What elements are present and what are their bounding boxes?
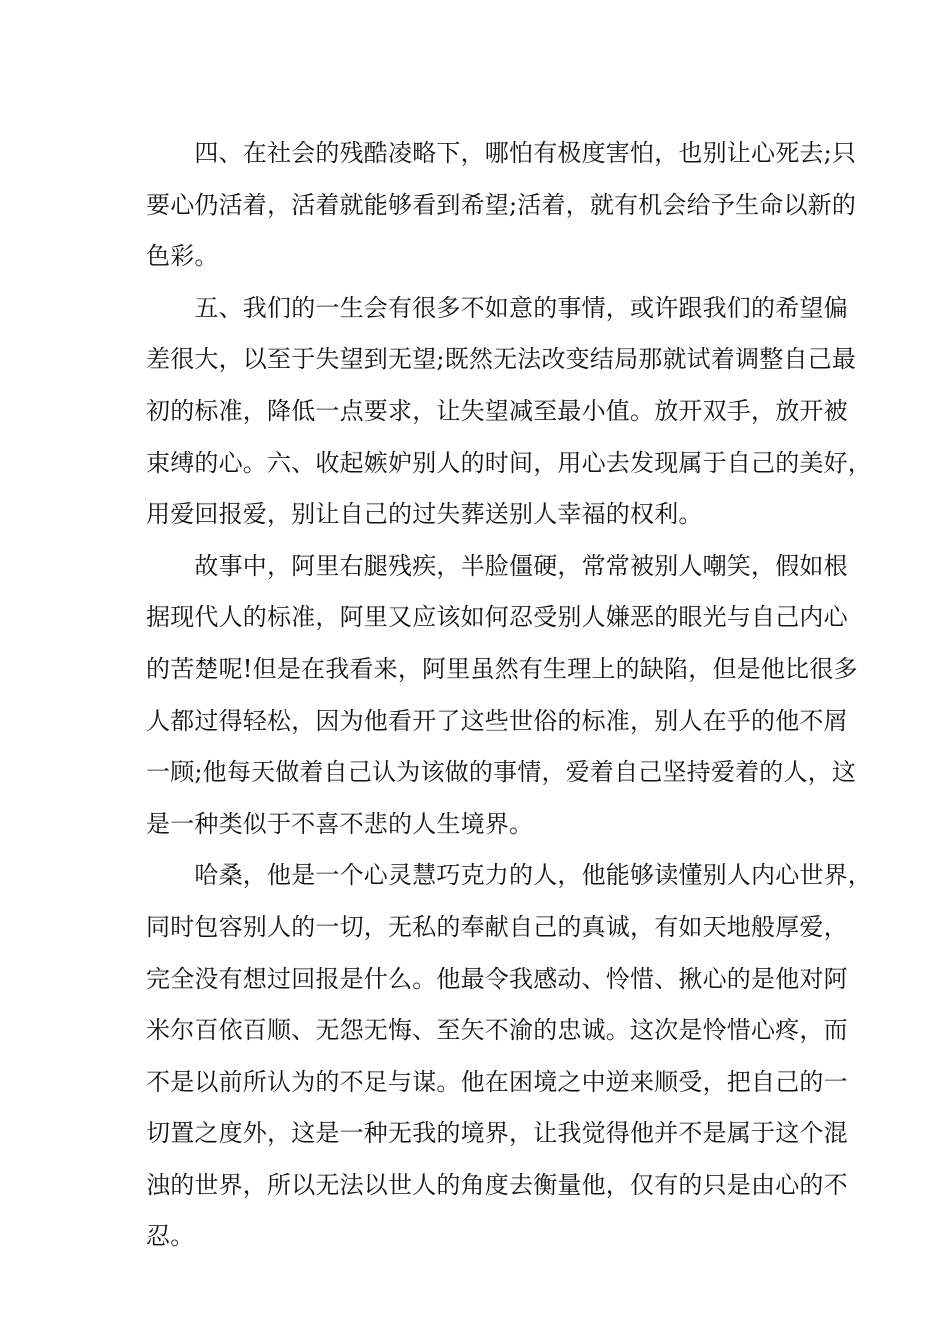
paragraph-hassan	[146, 850, 872, 1263]
text-line: 完全没有想过回报是什么。他最令我感动、怜惜、揪心的是他对阿	[146, 964, 848, 993]
text-line: 四、在社会的残酷凌略下，哪怕有极度害怕，也别让心死去;只	[146, 139, 857, 167]
text-line: 故事中，阿里右腿残疾，半脸僵硬，常常被别人嘲笑，假如根	[146, 551, 848, 580]
document-body	[146, 128, 872, 1263]
paragraph-four	[146, 128, 857, 283]
text-line: 人都过得轻松，因为他看开了这些世俗的标准，别人在乎的他不屑	[146, 706, 848, 735]
text-line: 同时包容别人的一切，无私的奉献自己的真诚，有如天地般厚爱，	[146, 912, 848, 941]
text-line: 不是以前所认为的不足与谋。他在困境之中逆来顺受，把自己的一	[146, 1067, 848, 1096]
text-line: 初的标准，降低一点要求，让失望减至最小值。放开双手，放开被	[146, 396, 848, 425]
text-line: 切置之度外，这是一种无我的境界，让我觉得他并不是属于这个混	[146, 1119, 848, 1148]
text-line: 米尔百依百顺、无怨无悔、至矢不渝的忠诚。这次是怜惜心疼，而	[146, 1016, 848, 1045]
text-line: 五、我们的一生会有很多不如意的事情，或许跟我们的希望偏	[146, 293, 848, 322]
paragraph-five	[146, 283, 872, 541]
text-line: 要心仍活着，活着就能够看到希望;活着，就有机会给予生命以新的	[146, 190, 857, 219]
text-line: 据现代人的标准，阿里又应该如何忍受别人嫌恶的眼光与自己内心	[146, 603, 848, 632]
text-line: 色彩。	[146, 242, 219, 271]
text-line: 一顾;他每天做着自己认为该做的事情，爱着自己坚持爱着的人，这	[146, 758, 857, 787]
text-line: 浊的世界，所以无法以世人的角度去衡量他，仅有的只是由心的不	[146, 1170, 848, 1199]
text-line: 哈桑，他是一个心灵慧巧克力的人，他能够读懂别人内心世界，	[146, 861, 872, 890]
paragraph-ali	[146, 541, 858, 851]
text-line: 的苦楚呢!但是在我看来，阿里虽然有生理上的缺陷，但是他比很多	[146, 654, 858, 683]
text-line: 是一种类似于不喜不悲的人生境界。	[146, 809, 534, 838]
text-line: 差很大，以至于失望到无望;既然无法改变结局那就试着调整自己最	[146, 345, 857, 374]
text-line: 用爱回报爱，别让自己的过失葬送别人幸福的权利。	[146, 500, 703, 529]
text-line: 束缚的心。六、收起嫉妒别人的时间，用心去发现属于自己的美好，	[146, 448, 872, 477]
text-line: 忍。	[146, 1222, 195, 1251]
